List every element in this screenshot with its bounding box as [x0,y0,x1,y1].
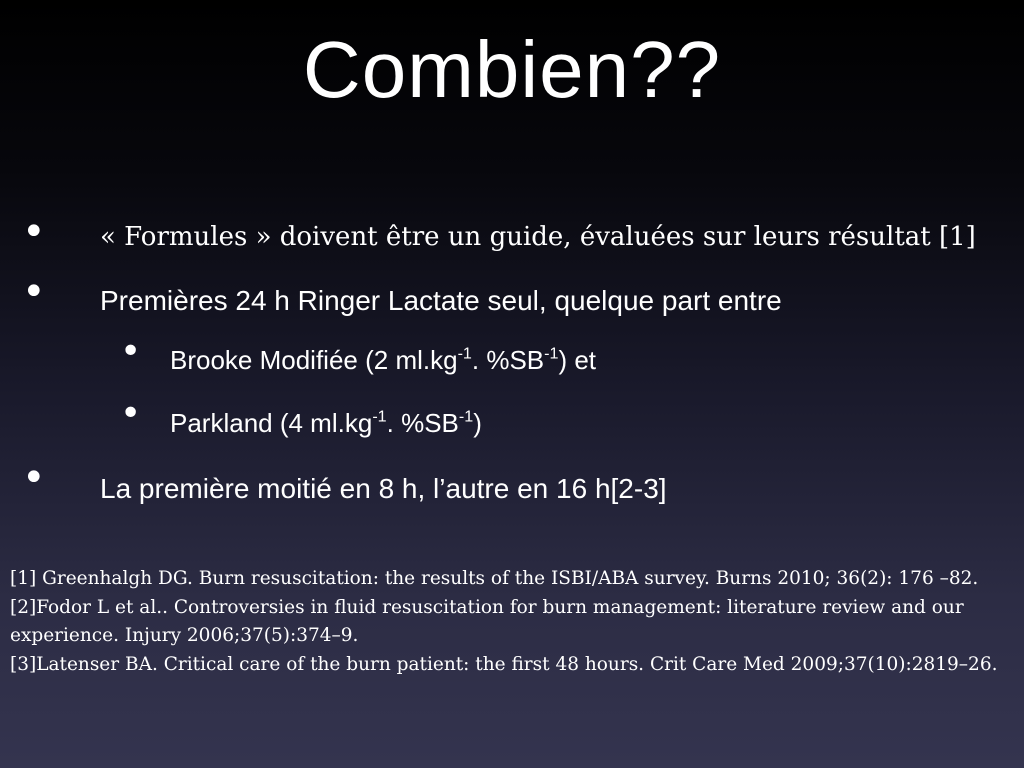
bullet-dot: • [22,209,46,255]
brooke-text-mid: . %SB [471,345,545,375]
bullet-dot: • [22,455,46,501]
brooke-text-end: ) et [558,345,597,375]
parkland-exponent-2: -1 [458,407,474,426]
sub-bullet-dot: • [120,393,142,434]
sub-bullet-brooke [170,345,596,376]
bullet-dot: • [22,269,46,315]
reference-3: [3]Latenser BA. Critical care of the burn patient: the first 48 hours. Crit Care Med 2009;37(10):2819–26. [10,653,998,675]
parkland-exponent-1: -1 [372,407,387,426]
brooke-exponent-2: -1 [544,344,559,363]
references [10,565,1015,679]
bullet-premieres-24h: Premières 24 h Ringer Lactate seul, quelque part entre [100,285,782,316]
parkland-text-end: ) [473,408,482,438]
parkland-text: Parkland (4 ml.kg [170,408,373,438]
sub-bullet-dot: • [120,331,142,372]
parkland-text-mid: . %SB [386,408,459,438]
reference-2: [2]Fodor L et al.. Controversies in fluid resuscitation for burn management: literature review and our experience. Injury 2006;37(5):374–9. [10,596,964,646]
slide-title: Combien?? [302,25,722,114]
bullet-formules: « Formules » doivent être un guide, évaluées sur leurs résultat [1] [100,222,976,252]
brooke-text: Brooke Modifiée (2 ml.kg [170,345,458,375]
sub-bullet-parkland [170,408,482,439]
brooke-exponent-1: -1 [457,344,472,363]
bullet-premiere-moitie: La première moitié en 8 h, l’autre en 16 h[2-3] [100,473,667,504]
reference-1: [1] Greenhalgh DG. Burn resuscitation: the results of the ISBI/ABA survey. Burns 2010; 36(2): 176 –82. [10,568,979,589]
